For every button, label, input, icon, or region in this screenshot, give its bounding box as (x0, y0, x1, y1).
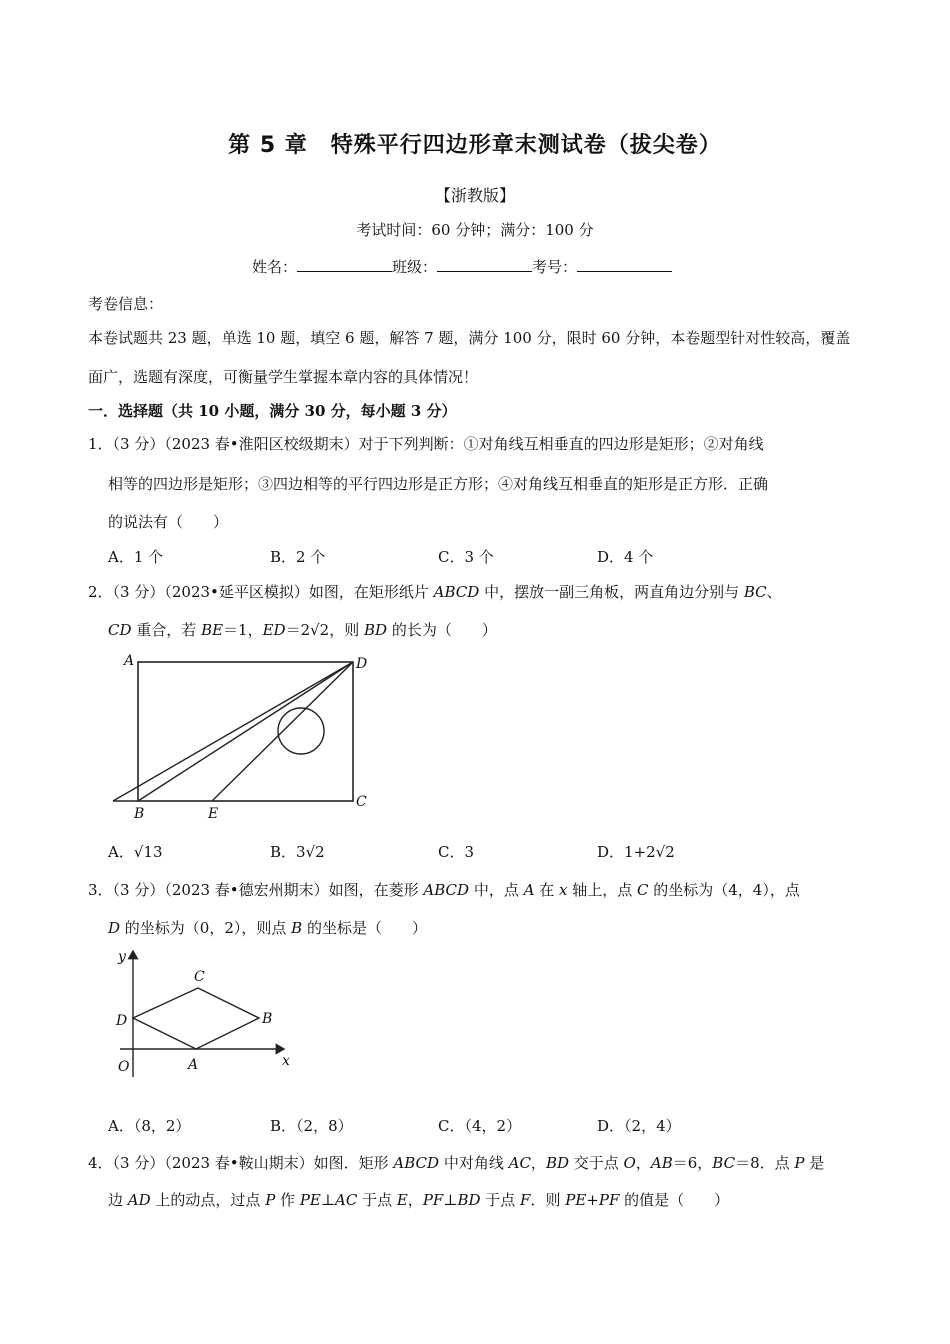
q2-text: ＝2 (285, 621, 311, 639)
q2-label-d: D (356, 656, 368, 672)
q4-var: PE+PF (565, 1191, 620, 1209)
page-title: 第 5 章 特殊平行四边形章末测试卷（拔尖卷） (228, 133, 722, 158)
q3-label-x: x (282, 1053, 290, 1069)
q2-text: 的长为（ ） (387, 621, 497, 639)
q2-diagonal-bd (138, 662, 353, 801)
q1-option-d[interactable]: D．4 个 (597, 548, 654, 566)
q2-label-b: B (134, 806, 145, 822)
q4-text: ＝8．点 (735, 1154, 795, 1172)
q4-text: 于点 (357, 1191, 397, 1209)
q4-var: AC (508, 1154, 531, 1172)
q4-var: ABCD (393, 1154, 440, 1172)
q2-option-a-value: √13 (133, 843, 163, 861)
q3-text: 在 (534, 881, 559, 899)
q4-var: P (794, 1154, 805, 1172)
q2-label-a: A (124, 653, 135, 669)
q2-text: 中，摆放一副三角板，两直角边分别与 (479, 583, 744, 601)
q3-var: D (108, 919, 121, 937)
q2-text: 重合，若 (131, 621, 202, 639)
q3-option-d[interactable]: D．（2，4） (597, 1117, 681, 1135)
q2-var: BE (201, 621, 224, 639)
q4-text: 4．（3 分）（2023 春•鞍山期末）如图．矩形 (88, 1154, 394, 1172)
q2-option-d-label: D．1+2 (597, 843, 656, 861)
q3-label-o: O (118, 1059, 130, 1075)
q2-radical: √2 (310, 621, 330, 639)
q4-text: ， (635, 1154, 651, 1172)
q4-text: 中对角线 (439, 1154, 509, 1172)
edition-label: 【浙教版】 (434, 186, 515, 205)
q4-text: ⊥ (320, 1191, 335, 1209)
q4-text: ＝6， (672, 1154, 713, 1172)
q2-text: ＝1， (223, 621, 263, 639)
q3-option-b[interactable]: B．（2，8） (270, 1117, 353, 1135)
q2-var: ED (262, 621, 286, 639)
q4-var: PF (422, 1191, 444, 1209)
q2-option-c[interactable]: C．3 (438, 843, 475, 861)
q3-label-b: B (262, 1011, 273, 1027)
q4-var: F (520, 1191, 531, 1209)
q3-line-2 (108, 917, 427, 938)
q4-text: 于点 (480, 1191, 521, 1209)
q4-var: E (396, 1191, 408, 1209)
q4-var: AB (650, 1154, 673, 1172)
q3-text: 的坐标为（0，2），则点 (120, 919, 292, 937)
q4-var: AC (334, 1191, 358, 1209)
q4-var: BD (457, 1191, 481, 1209)
q3-var: B (291, 919, 303, 937)
q4-line-2 (108, 1189, 729, 1210)
q2-option-d-value: √2 (655, 843, 675, 861)
q1-line-2: 相等的四边形是矩形；③四边相等的平行四边形是正方形；④对角线互相垂直的矩形是正方形．正确 (108, 475, 769, 493)
q4-text: ⊥ (443, 1191, 458, 1209)
q1-option-c[interactable]: C．3 个 (438, 548, 494, 566)
q4-text: 上的动点，过点 (150, 1191, 266, 1209)
q3-label-c: C (194, 969, 205, 985)
q4-text: ， (530, 1154, 546, 1172)
q4-text: 交于点 (569, 1154, 624, 1172)
q3-var: C (637, 881, 649, 899)
q2-var: BC (743, 583, 767, 601)
q3-label-d: D (116, 1013, 128, 1029)
q3-var: ABCD (423, 881, 470, 899)
q4-text: 作 (275, 1191, 300, 1209)
q2-option-a[interactable] (108, 841, 163, 862)
q2-var: CD (108, 621, 132, 639)
q2-option-b-value: √2 (305, 843, 325, 861)
q3-text: 的坐标为（4，4），点 (648, 881, 800, 899)
q3-text: 的坐标是（ ） (302, 919, 427, 937)
q2-option-b[interactable] (270, 841, 325, 862)
q3-label-a: A (188, 1057, 199, 1073)
name-blank[interactable] (297, 257, 392, 272)
intro-heading: 考卷信息： (88, 295, 164, 313)
q4-text: 是 (804, 1154, 825, 1172)
class-label: 班级： (392, 258, 438, 276)
q2-option-a-label: A． (108, 843, 134, 861)
section-heading: 一．选择题（共 10 小题，满分 30 分，每小题 3 分） (88, 402, 457, 420)
q3-text: 3．（3 分）（2023 春•德宏州期末）如图，在菱形 (88, 881, 424, 899)
name-label: 姓名： (252, 258, 298, 276)
intro-line-1: 本卷试题共 23 题，单选 10 题，填空 6 题，解答 7 题，满分 100 分，限时 60 分钟，本卷题型针对性较高，覆盖 (88, 329, 851, 347)
q2-text: ，则 (329, 621, 365, 639)
q2-triangle-hole (278, 708, 324, 754)
q2-option-d[interactable] (597, 841, 675, 862)
q2-label-e: E (208, 806, 219, 822)
q3-option-c[interactable]: C．（4，2） (438, 1117, 522, 1135)
q2-line-2 (108, 619, 497, 640)
q3-figure (108, 945, 308, 1080)
q2-text: 、 (766, 583, 782, 601)
q3-rhombus (133, 988, 259, 1049)
q2-text: 2．（3 分）（2023•延平区模拟）如图，在矩形纸片 (88, 583, 434, 601)
q2-var: BD (364, 621, 388, 639)
q4-var: O (623, 1154, 636, 1172)
q1-option-a[interactable]: A．1 个 (108, 548, 164, 566)
q4-line-1 (88, 1152, 824, 1173)
q3-text: 中，点 (469, 881, 524, 899)
number-blank[interactable] (577, 257, 672, 272)
intro-line-2: 面广，选题有深度，可衡量学生掌握本章内容的具体情况！ (88, 368, 479, 386)
q4-text: ．则 (530, 1191, 566, 1209)
q4-var: BD (545, 1154, 569, 1172)
q2-line-1 (88, 581, 782, 602)
q3-var: A (523, 881, 535, 899)
q1-line-3: 的说法有（ ） (108, 513, 229, 531)
q4-text: ， (407, 1191, 423, 1209)
q4-text: 边 (108, 1191, 128, 1209)
class-blank[interactable] (437, 257, 532, 272)
student-info-row (252, 256, 672, 277)
q2-var: ABCD (433, 583, 480, 601)
q3-option-a[interactable]: A．（8，2） (108, 1117, 191, 1135)
number-label: 考号： (532, 258, 578, 276)
q4-var: PE (299, 1191, 321, 1209)
q4-var: BC (712, 1154, 736, 1172)
q4-var: P (265, 1191, 276, 1209)
q3-text: 轴上，点 (567, 881, 638, 899)
q1-line-1: 1．（3 分）（2023 春•淮阳区校级期末）对于下列判断：①对角线互相垂直的四边形是矩形；②对角线 (88, 435, 764, 453)
q2-option-b-label: B．3 (270, 843, 306, 861)
q2-label-c: C (356, 794, 367, 810)
q3-label-y: y (118, 949, 126, 965)
q3-var: x (559, 881, 568, 899)
q4-var: AD (127, 1191, 151, 1209)
q3-line-1 (88, 879, 800, 900)
q1-option-b[interactable]: B．2 个 (270, 548, 326, 566)
q2-figure (100, 648, 390, 828)
q4-text: 的值是（ ） (619, 1191, 730, 1209)
exam-info: 考试时间：60 分钟；满分：100 分 (356, 221, 594, 239)
